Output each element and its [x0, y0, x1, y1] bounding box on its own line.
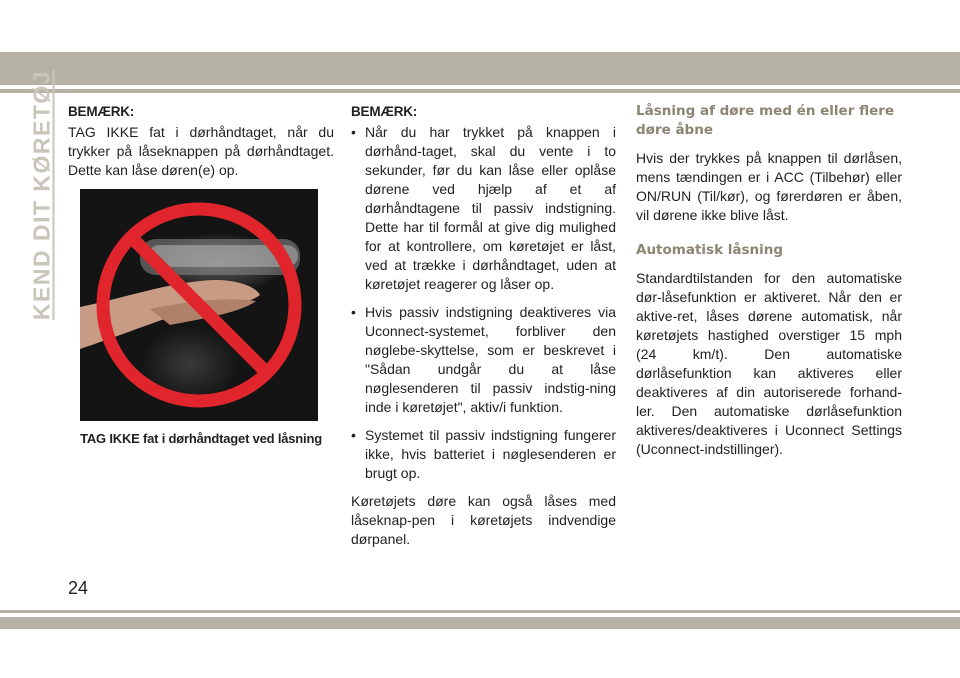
footer-band	[0, 617, 960, 629]
section-heading-open-doors: Låsning af døre med én eller flere døre åbne	[636, 103, 895, 138]
note-heading: BEMÆRK:	[351, 104, 418, 119]
list-item: • Hvis passiv indstigning deaktiveres via Uconnect-systemet, forbliver den nøglebe-skyttelse, som er beskrevet i "Sådan undgår du at låse nøglesenderen til passiv indstig-ning inde i køretøjet", aktiv/i funktion.	[351, 303, 616, 417]
column-middle	[351, 102, 616, 558]
list-item: • Når du har trykket på knappen i dørhånd-taget, skal du vente i to sekunder, før du kan låse eller oplåse dørene ved hjælp af et af dørhåndtagene til passiv indstigning. Dette har til formål at give dig mulighed for at kontrollere, om køretøjet er låst, ved at trække i dørhåndtaget, uden at køretøjet reagerer og låser op.	[351, 123, 616, 294]
column-right	[636, 102, 902, 468]
note-bullet-list	[351, 123, 616, 483]
footer-rule	[0, 610, 960, 613]
note-heading: BEMÆRK:	[68, 104, 135, 119]
door-handle-photo	[80, 189, 318, 421]
page-number: 24	[68, 578, 89, 598]
body-paragraph: Standardtilstanden for den automatiske dør-låsefunktion er aktiveret. Når den er aktive-ret, låses dørene automatisk, når køretøjets hastighed overstiger 15 mph (24 km/t). Den automatiske dørlåsefunktion kan aktiveres eller deaktiveres af din autoriserede forhand-ler. Den automatiske dørlåsefunktion aktiveres/deaktiveres i Uconnect Settings (Uconnect-indstillinger).	[636, 270, 902, 457]
list-item: • Systemet til passiv indstigning fungerer ikke, hvis batteriet i nøglesenderen er brugt op.	[351, 426, 616, 483]
note-text: TAG IKKE fat i dørhåndtaget, når du trykker på låseknappen på dørhåndtaget. Dette kan låse døren(e) op.	[68, 124, 334, 178]
section-side-tab-label: KEND DIT KØRETØJ	[28, 69, 55, 321]
section-side-tab	[22, 69, 62, 321]
section-heading-auto-lock: Automatisk låsning	[636, 242, 784, 258]
header-rule	[0, 89, 960, 93]
header-band	[0, 52, 960, 85]
photo-caption: TAG IKKE fat i dørhåndtaget ved låsning	[80, 431, 322, 446]
door-handle-prohibition-illustration	[80, 189, 318, 421]
column-left	[68, 102, 334, 448]
body-paragraph: Køretøjets døre kan også låses med låseknap-pen i køretøjets indvendige dørpanel.	[351, 493, 616, 547]
body-paragraph: Hvis der trykkes på knappen til dørlåsen, mens tændingen er i ACC (Tilbehør) eller ON/RUN (Til/kør), og førerdøren er åben, vil dørene ikke blive låst.	[636, 150, 902, 223]
